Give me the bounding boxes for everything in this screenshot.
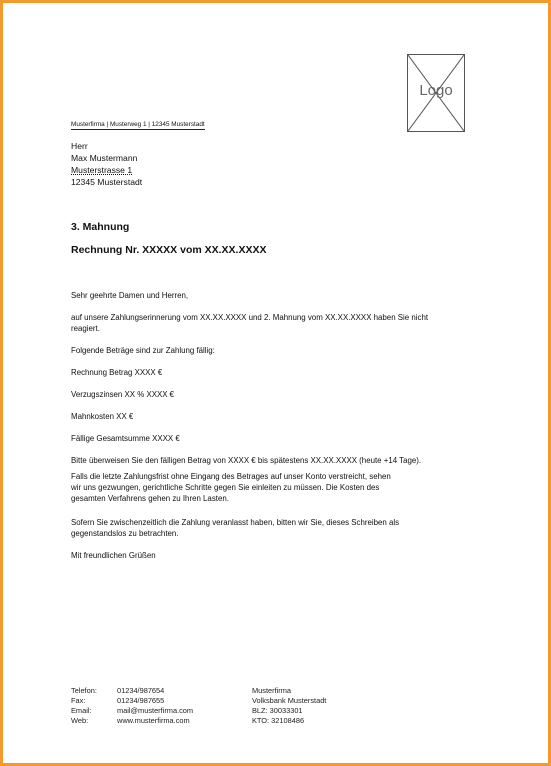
document-heading: 3. Mahnung [71,221,130,233]
footer-fax-label: Fax: [71,696,86,705]
amount-item-interest: Verzugszinsen XX % XXXX € [71,390,175,399]
paragraph-3: Bitte überweisen Sie den fälligen Betrag von XXXX € bis spätestens XX.XX.XXXX (heute +14 Tage). [71,456,422,465]
logo-label: Logo [419,82,453,99]
recipient-address [71,140,142,188]
logo-placeholder [407,54,465,132]
invoice-reference: Rechnung Nr. XXXXX vom XX.XX.XXXX [71,244,267,256]
recipient-salutation: Herr [71,141,88,151]
footer-phone: 01234/987654 [117,686,165,695]
amount-item-fees: Mahnkosten XX € [71,412,134,421]
amount-item-total: Fällige Gesamtsumme XXXX € [71,434,180,443]
footer-web[interactable]: www.musterfirma.com [117,716,190,725]
footer-bank: Volksbank Musterstadt [252,696,327,705]
amount-item-invoice: Rechnung Betrag XXXX € [71,368,163,377]
paragraph-5-line-2: gegenstandslos zu betrachten. [71,529,179,538]
paragraph-2: Folgende Beträge sind zur Zahlung fällig: [71,346,215,355]
recipient-city: 12345 Musterstadt [71,177,143,187]
sender-address-line: Musterfirma | Musterweg 1 | 12345 Musterstadt [71,121,205,128]
paragraph-4-line-2: wir uns gezwungen, gerichtliche Schritte gegen Sie einleiten zu müssen. Die Kosten des [71,483,380,492]
recipient-street: Musterstrasse 1 [71,165,133,175]
footer-kto: KTO: 32108486 [252,716,305,725]
greeting: Sehr geehrte Damen und Herren, [71,291,189,300]
paragraph-1-line-2: reagiert. [71,324,100,333]
footer-email-label: Email: [71,706,92,715]
footer-fax: 01234/987655 [117,696,165,705]
closing: Mit freundlichen Grüßen [71,551,156,560]
footer-email[interactable]: mail@musterfirma.com [117,706,194,715]
paragraph-4-line-3: gesamten Verfahrens gehen zu Ihren Lasten. [71,494,229,503]
recipient-name: Max Mustermann [71,153,138,163]
paragraph-4-line-1: Falls die letzte Zahlungsfrist ohne Eingang des Betrages auf unser Konto verstreicht, sehen [71,472,391,481]
footer-phone-label: Telefon: [71,686,97,695]
paragraph-5-line-1: Sofern Sie zwischenzeitlich die Zahlung veranlasst haben, bitten wir Sie, dieses Schreiben als [71,518,400,527]
footer-web-label: Web: [71,716,89,725]
footer-company: Musterfirma [252,686,292,695]
paragraph-1-line-1: auf unsere Zahlungserinnerung vom XX.XX.XXXX und 2. Mahnung vom XX.XX.XXXX haben Sie nicht [71,313,429,322]
footer-blz: BLZ: 30033301 [252,706,303,715]
